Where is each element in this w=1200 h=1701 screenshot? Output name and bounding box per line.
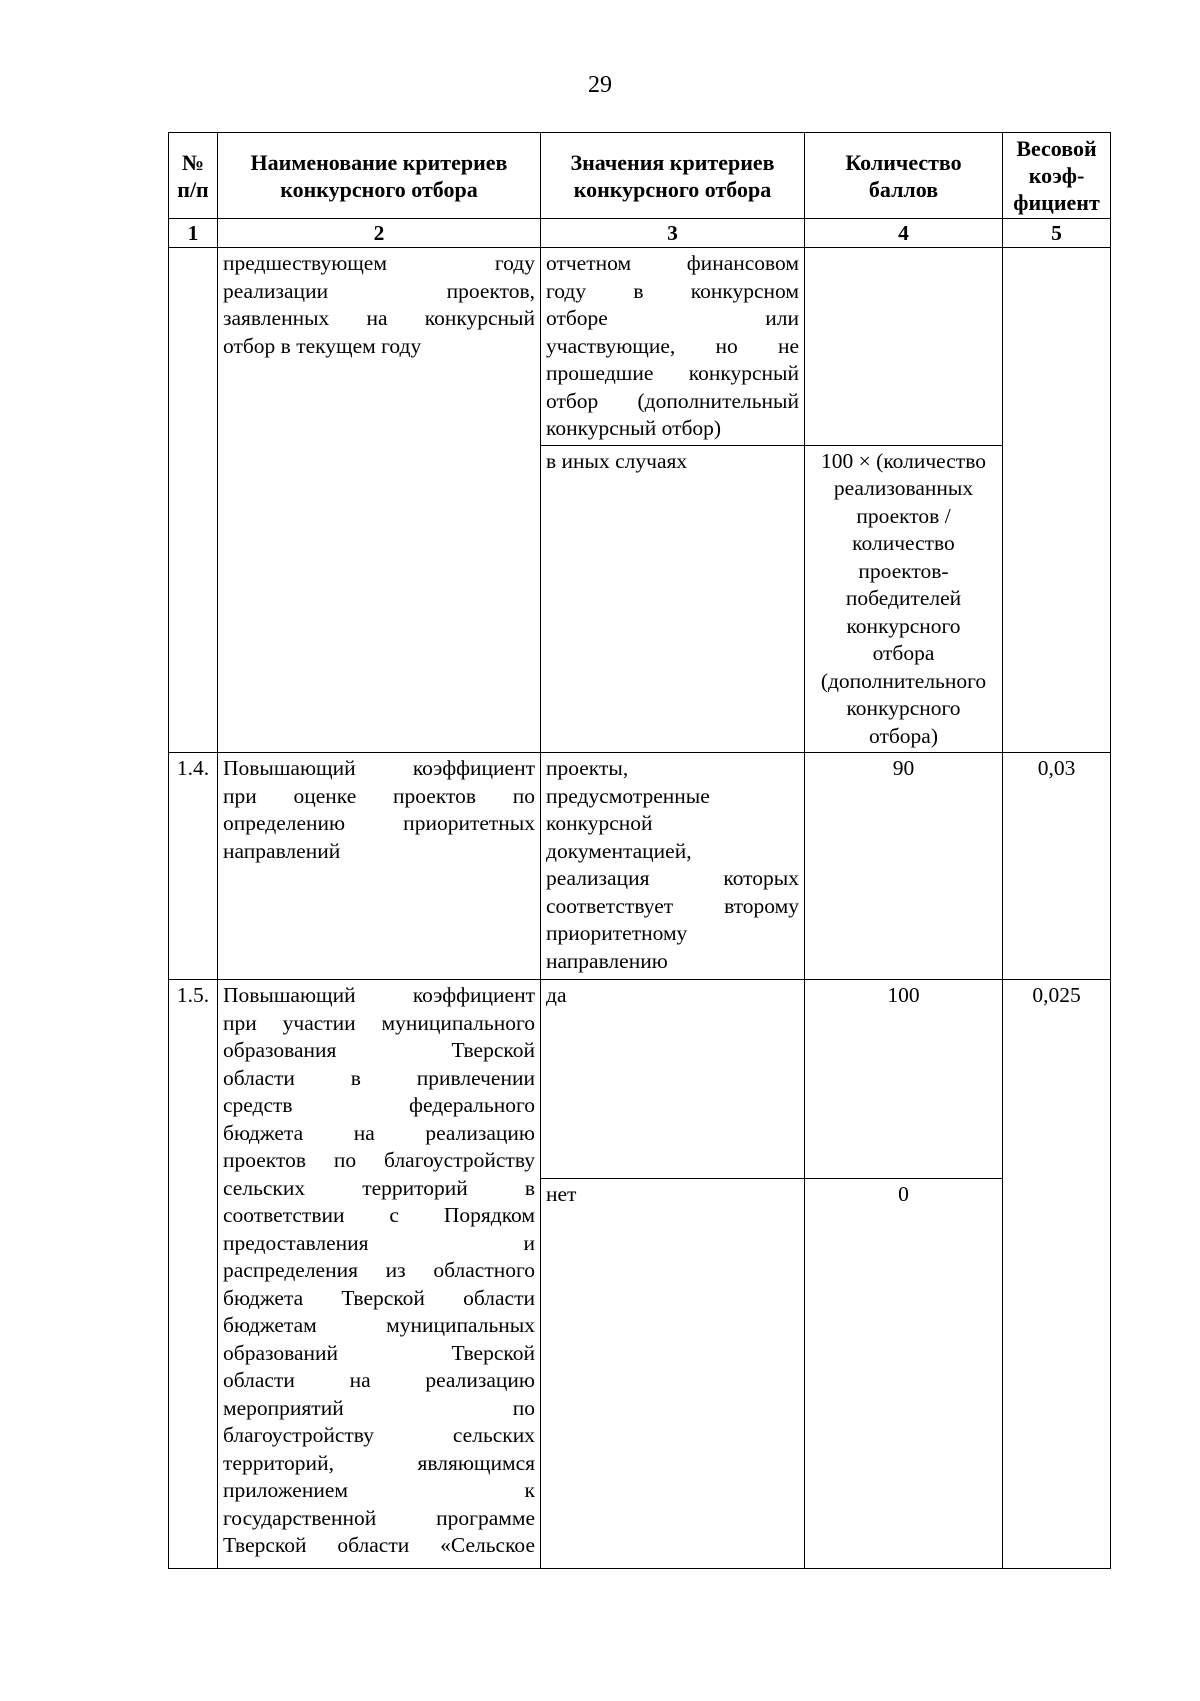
row-num: 1.4. [169,753,218,980]
header-name: Наименование критериев конкурсного отбора [218,133,541,219]
weight-value: 0,03 [1003,753,1111,980]
text-line: проекты, [546,756,629,780]
criterion-name-cell [218,980,541,1569]
text-line: определению приоритетных [223,811,535,835]
text-line: конкурсной [546,811,653,835]
criterion-value-cell [541,445,805,753]
header-value: Значения критериев конкурсного отбора [541,133,805,219]
text-line: Тверской области «Сельское [223,1533,535,1557]
text-line: предоставления и [223,1230,535,1255]
text-line: конкурсный отбор) [546,416,722,440]
text-line: предшествующем году [223,251,535,275]
text-line: прошедшие конкурсный [546,361,799,385]
text-line: отбора [872,641,935,665]
text-line: отчетном финансовом [546,251,799,275]
column-number: 4 [805,219,1003,248]
text-line: количество [852,531,955,555]
text-line: соответствии с Порядком [223,1203,535,1227]
text-line: заявленных на конкурсный [223,306,535,330]
text-line: Повышающий коэффициент [223,983,535,1007]
text-line: проектов по благоустройству [223,1148,535,1172]
column-number: 3 [541,219,805,248]
text-line: отборе или [546,306,799,330]
text-line: при оценке проектов по [223,783,535,808]
row-num-cell [169,248,218,753]
criterion-name-cell [218,248,541,753]
text-line: направлению [546,948,668,973]
points-value: 90 [805,753,1003,980]
text-line: реализации проектов, [223,278,535,303]
points-value: 0 [805,1179,1003,1569]
text-line: при участии муниципального [223,1010,535,1035]
table-row-1-4 [169,753,1111,980]
text-line: конкурсного [846,613,961,638]
text-line: территорий, являющимся [223,1450,535,1475]
text-line: (дополнительного [820,668,987,693]
criterion-value-cell [541,1179,805,1569]
text-line: Повышающий коэффициент [223,756,535,780]
text-line: благоустройству сельских [223,1423,535,1447]
page-number: 29 [588,72,612,98]
text-line: 100 × (количество [821,448,986,473]
text-line: проектов- [858,558,949,583]
text-line: нет [546,1182,577,1206]
text-line: реализация которых [546,866,799,890]
text-line: распределения из областного [223,1258,535,1282]
criteria-table [168,132,1111,1569]
column-number: 2 [218,219,541,248]
text-line: соответствует второму [546,893,799,918]
text-line: образования Тверской [223,1038,535,1062]
text-line: государственной программе [223,1505,535,1530]
text-line: документацией, [546,838,692,863]
header-weight: Весовой коэф-фициент [1003,133,1111,219]
row-num: 1.5. [169,980,218,1569]
text-line: отбора) [868,723,938,748]
text-line: сельских территорий в [223,1175,535,1200]
text-line: мероприятий по [223,1395,535,1420]
criterion-value-cell [541,248,805,446]
text-line: бюджета Тверской области [223,1285,535,1310]
text-line: победителей [845,586,962,610]
text-line: бюджета на реализацию [223,1120,535,1145]
table-row-1-5 [169,980,1111,1179]
text-line: проектов / [856,503,951,528]
table-row-continued [169,248,1111,446]
text-line: участвующие, но не [546,333,799,358]
points-cell [805,248,1003,446]
text-line: отбор (дополнительный [546,388,799,413]
criterion-value-cell [541,980,805,1179]
text-line: образований Тверской [223,1340,535,1365]
header-row [169,133,1111,219]
text-line: приоритетному [546,921,688,945]
text-line: отбор в текущем году [223,333,422,358]
text-line: бюджетам муниципальных [223,1313,535,1337]
header-points: Количество баллов [805,133,1003,219]
text-line: конкурсного [846,696,961,720]
text-line: году в конкурсном [546,278,799,303]
text-line: да [546,983,567,1007]
criterion-name-cell [218,753,541,980]
column-number: 1 [169,219,218,248]
points-value: 100 [805,980,1003,1179]
text-line: предусмотренные [546,783,710,808]
column-number-row [169,219,1111,248]
text-line: области на реализацию [223,1368,535,1392]
text-line: реализованных [833,476,974,500]
criterion-value-cell [541,753,805,980]
points-formula-cell [805,445,1003,753]
text-line: направлений [223,838,341,863]
text-line: средств федерального [223,1093,535,1117]
text-line: области в привлечении [223,1065,535,1090]
text-line: в иных случаях [546,448,688,473]
column-number: 5 [1003,219,1111,248]
header-num: № п/п [169,133,218,219]
weight-cell [1003,248,1111,753]
weight-value: 0,025 [1003,980,1111,1569]
text-line: приложением к [223,1478,535,1502]
